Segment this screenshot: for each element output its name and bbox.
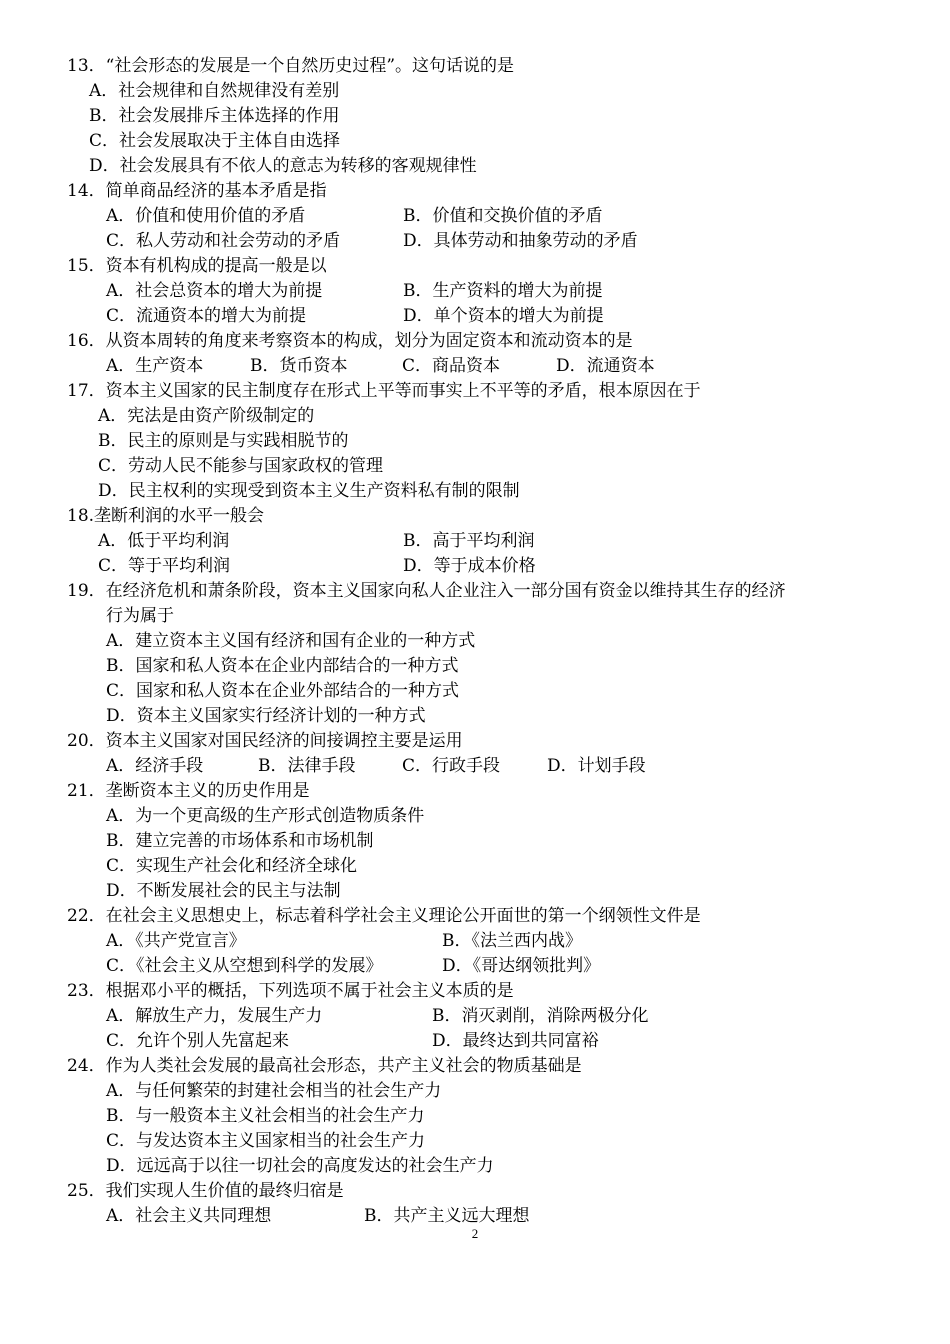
q21-option-a: A．为一个更高级的生产形式创造物质条件 xyxy=(106,806,425,826)
q20-option-c: C．行政手段 xyxy=(402,756,501,776)
q23-option-b: B．消灭剥削，消除两极分化 xyxy=(432,1006,649,1026)
q16-option-c: C．商品资本 xyxy=(402,356,501,376)
q22-option-d: D．《哥达纲领批判》 xyxy=(442,956,601,976)
q25-stem: 25．我们实现人生价值的最终归宿是 xyxy=(67,1181,344,1201)
q24-option-a: A．与任何繁荣的封建社会相当的社会生产力 xyxy=(106,1081,442,1101)
q15-option-d: D．单个资本的增大为前提 xyxy=(403,306,604,326)
q14-option-d: D．具体劳动和抽象劳动的矛盾 xyxy=(403,231,638,251)
q19-stem: 19．在经济危机和萧条阶段，资本主义国家向私人企业注入一部分国有资金以维持其生存的经济 xyxy=(67,581,786,601)
q13-option-b: B．社会发展排斥主体选择的作用 xyxy=(89,106,340,126)
q20-option-a: A．经济手段 xyxy=(106,756,204,776)
q18-option-a: A．低于平均利润 xyxy=(98,531,230,551)
q14-stem: 14．简单商品经济的基本矛盾是指 xyxy=(67,181,327,201)
q22-stem: 22．在社会主义思想史上，标志着科学社会主义理论公开面世的第一个纲领性文件是 xyxy=(67,906,701,926)
q16-option-d: D．流通资本 xyxy=(556,356,655,376)
q19-stem-continued: 行为属于 xyxy=(106,606,174,626)
q24-stem: 24．作为人类社会发展的最高社会形态，共产主义社会的物质基础是 xyxy=(67,1056,582,1076)
q13-option-c: C．社会发展取决于主体自由选择 xyxy=(89,131,341,151)
q17-stem: 17．资本主义国家的民主制度存在形式上平等而事实上不平等的矛盾，根本原因在于 xyxy=(67,381,701,401)
q15-option-a: A．社会总资本的增大为前提 xyxy=(106,281,323,301)
q15-option-b: B．生产资料的增大为前提 xyxy=(403,281,603,301)
q24-option-d: D．远远高于以往一切社会的高度发达的社会生产力 xyxy=(106,1156,494,1176)
q14-option-c: C．私人劳动和社会劳动的矛盾 xyxy=(106,231,341,251)
q13-option-d: D．社会发展具有不依人的意志为转移的客观规律性 xyxy=(89,156,477,176)
q21-option-b: B．建立完善的市场体系和市场机制 xyxy=(106,831,374,851)
q25-option-a: A．社会主义共同理想 xyxy=(106,1206,272,1226)
q18-option-c: C．等于平均利润 xyxy=(98,556,231,576)
page-number: 2 xyxy=(471,1226,479,1241)
q15-stem: 15．资本有机构成的提高一般是以 xyxy=(67,256,327,276)
q18-option-d: D．等于成本价格 xyxy=(403,556,536,576)
q16-stem: 16．从资本周转的角度来考察资本的构成，划分为固定资本和流动资本的是 xyxy=(67,331,633,351)
q14-option-a: A．价值和使用价值的矛盾 xyxy=(106,206,306,226)
q22-option-b: B．《法兰西内战》 xyxy=(442,931,582,951)
q16-option-a: A．生产资本 xyxy=(106,356,204,376)
q19-option-c: C．国家和私人资本在企业外部结合的一种方式 xyxy=(106,681,460,701)
q21-option-c: C．实现生产社会化和经济全球化 xyxy=(106,856,358,876)
q18-stem: 18.垄断利润的水平一般会 xyxy=(67,506,265,526)
q23-option-a: A．解放生产力，发展生产力 xyxy=(106,1006,323,1026)
q20-option-b: B．法律手段 xyxy=(258,756,356,776)
q13-stem: 13．“社会形态的发展是一个自然历史过程”。这句话说的是 xyxy=(67,56,515,76)
q15-option-c: C．流通资本的增大为前提 xyxy=(106,306,307,326)
q20-stem: 20．资本主义国家对国民经济的间接调控主要是运用 xyxy=(67,731,463,751)
q20-option-d: D．计划手段 xyxy=(547,756,646,776)
q23-option-d: D．最终达到共同富裕 xyxy=(432,1031,599,1051)
q17-option-d: D．民主权利的实现受到资本主义生产资料私有制的限制 xyxy=(98,481,520,501)
q16-option-b: B．货币资本 xyxy=(250,356,348,376)
q18-option-b: B．高于平均利润 xyxy=(403,531,535,551)
q17-option-b: B．民主的原则是与实践相脱节的 xyxy=(98,431,349,451)
q14-option-b: B．价值和交换价值的矛盾 xyxy=(403,206,603,226)
q24-option-b: B．与一般资本主义社会相当的社会生产力 xyxy=(106,1106,425,1126)
q19-option-a: A．建立资本主义国有经济和国有企业的一种方式 xyxy=(106,631,476,651)
q17-option-a: A．宪法是由资产阶级制定的 xyxy=(98,406,315,426)
q24-option-c: C．与发达资本主义国家相当的社会生产力 xyxy=(106,1131,426,1151)
q13-option-a: A．社会规律和自然规律没有差别 xyxy=(89,81,340,101)
q19-option-d: D．资本主义国家实行经济计划的一种方式 xyxy=(106,706,426,726)
q23-stem: 23．根据邓小平的概括，下列选项不属于社会主义本质的是 xyxy=(67,981,514,1001)
q25-option-b: B．共产主义远大理想 xyxy=(364,1206,530,1226)
q23-option-c: C．允许个别人先富起来 xyxy=(106,1031,290,1051)
q17-option-c: C．劳动人民不能参与国家政权的管理 xyxy=(98,456,384,476)
q21-option-d: D．不断发展社会的民主与法制 xyxy=(106,881,341,901)
q22-option-c: C．《社会主义从空想到科学的发展》 xyxy=(106,956,383,976)
q21-stem: 21．垄断资本主义的历史作用是 xyxy=(67,781,310,801)
q19-option-b: B．国家和私人资本在企业内部结合的一种方式 xyxy=(106,656,459,676)
q22-option-a: A．《共产党宣言》 xyxy=(106,931,246,951)
